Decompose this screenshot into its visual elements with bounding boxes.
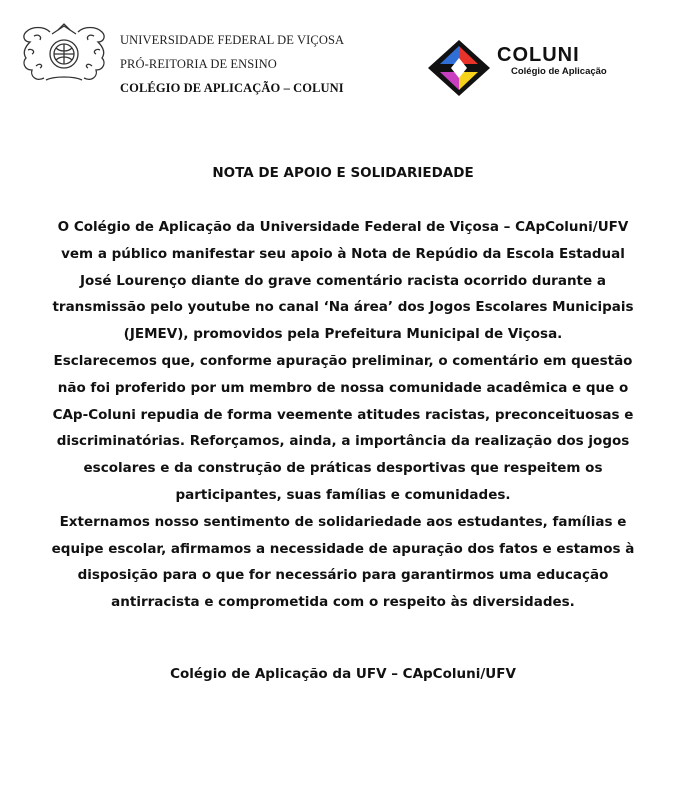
body-line: transmissão pelo youtube no canal ‘Na área’ dos Jogos Escolares Municipais <box>52 299 634 316</box>
letterhead <box>0 0 686 110</box>
coluni-wordmark <box>497 44 607 78</box>
body-line: participantes, suas famílias e comunidades. <box>175 486 511 503</box>
institution-lines <box>120 28 344 100</box>
body-line: discriminatórias. Reforçamos, ainda, a importância da realização dos jogos <box>56 433 630 450</box>
school-name: COLÉGIO DE APLICAÇÃO – COLUNI <box>120 81 344 95</box>
body-line: CAp-Coluni repudia de forma veemente atitudes racistas, preconceituosas e <box>52 406 634 423</box>
ufv-crest-icon <box>16 22 112 86</box>
body-line: escolares e da construção de práticas desportivas que respeitem os <box>83 460 603 477</box>
document-title: NOTA DE APOIO E SOLIDARIEDADE <box>212 165 474 181</box>
body-line: Externamos nosso sentimento de solidariedade aos estudantes, famílias e <box>59 513 627 530</box>
coluni-name: COLUNI <box>497 44 580 66</box>
body-line: (JEMEV), promovidos pela Prefeitura Municipal de Viçosa. <box>123 326 563 343</box>
body-line: O Colégio de Aplicação da Universidade Federal de Viçosa – CApColuni/UFV <box>57 219 629 235</box>
document-signature: Colégio de Aplicação da UFV – CApColuni/UFV <box>170 666 516 682</box>
university-name: UNIVERSIDADE FEDERAL DE VIÇOSA <box>120 33 345 47</box>
body-line: José Lourenço diante do grave comentário racista ocorrido durante a <box>80 272 606 289</box>
document-body <box>0 214 686 616</box>
coluni-logo-icon <box>428 40 490 96</box>
body-line: equipe escolar, afirmamos a necessidade de apuração dos fatos e estamos à <box>51 540 635 557</box>
body-line: disposição para o que for necessário para garantirmos uma educação <box>77 567 609 584</box>
coluni-subtitle: Colégio de Aplicação <box>511 66 607 77</box>
body-line: não foi proferido por um membro de nossa comunidade acadêmica e que o <box>57 379 629 396</box>
body-line: Esclarecemos que, conforme apuração preliminar, o comentário em questão <box>53 352 633 369</box>
body-line: vem a público manifestar seu apoio à Nota de Repúdio da Escola Estadual <box>61 245 625 262</box>
body-line: antirracista e comprometida com o respeito às diversidades. <box>111 594 575 611</box>
pro-rectorate-name: PRÓ-REITORIA DE ENSINO <box>120 57 277 71</box>
